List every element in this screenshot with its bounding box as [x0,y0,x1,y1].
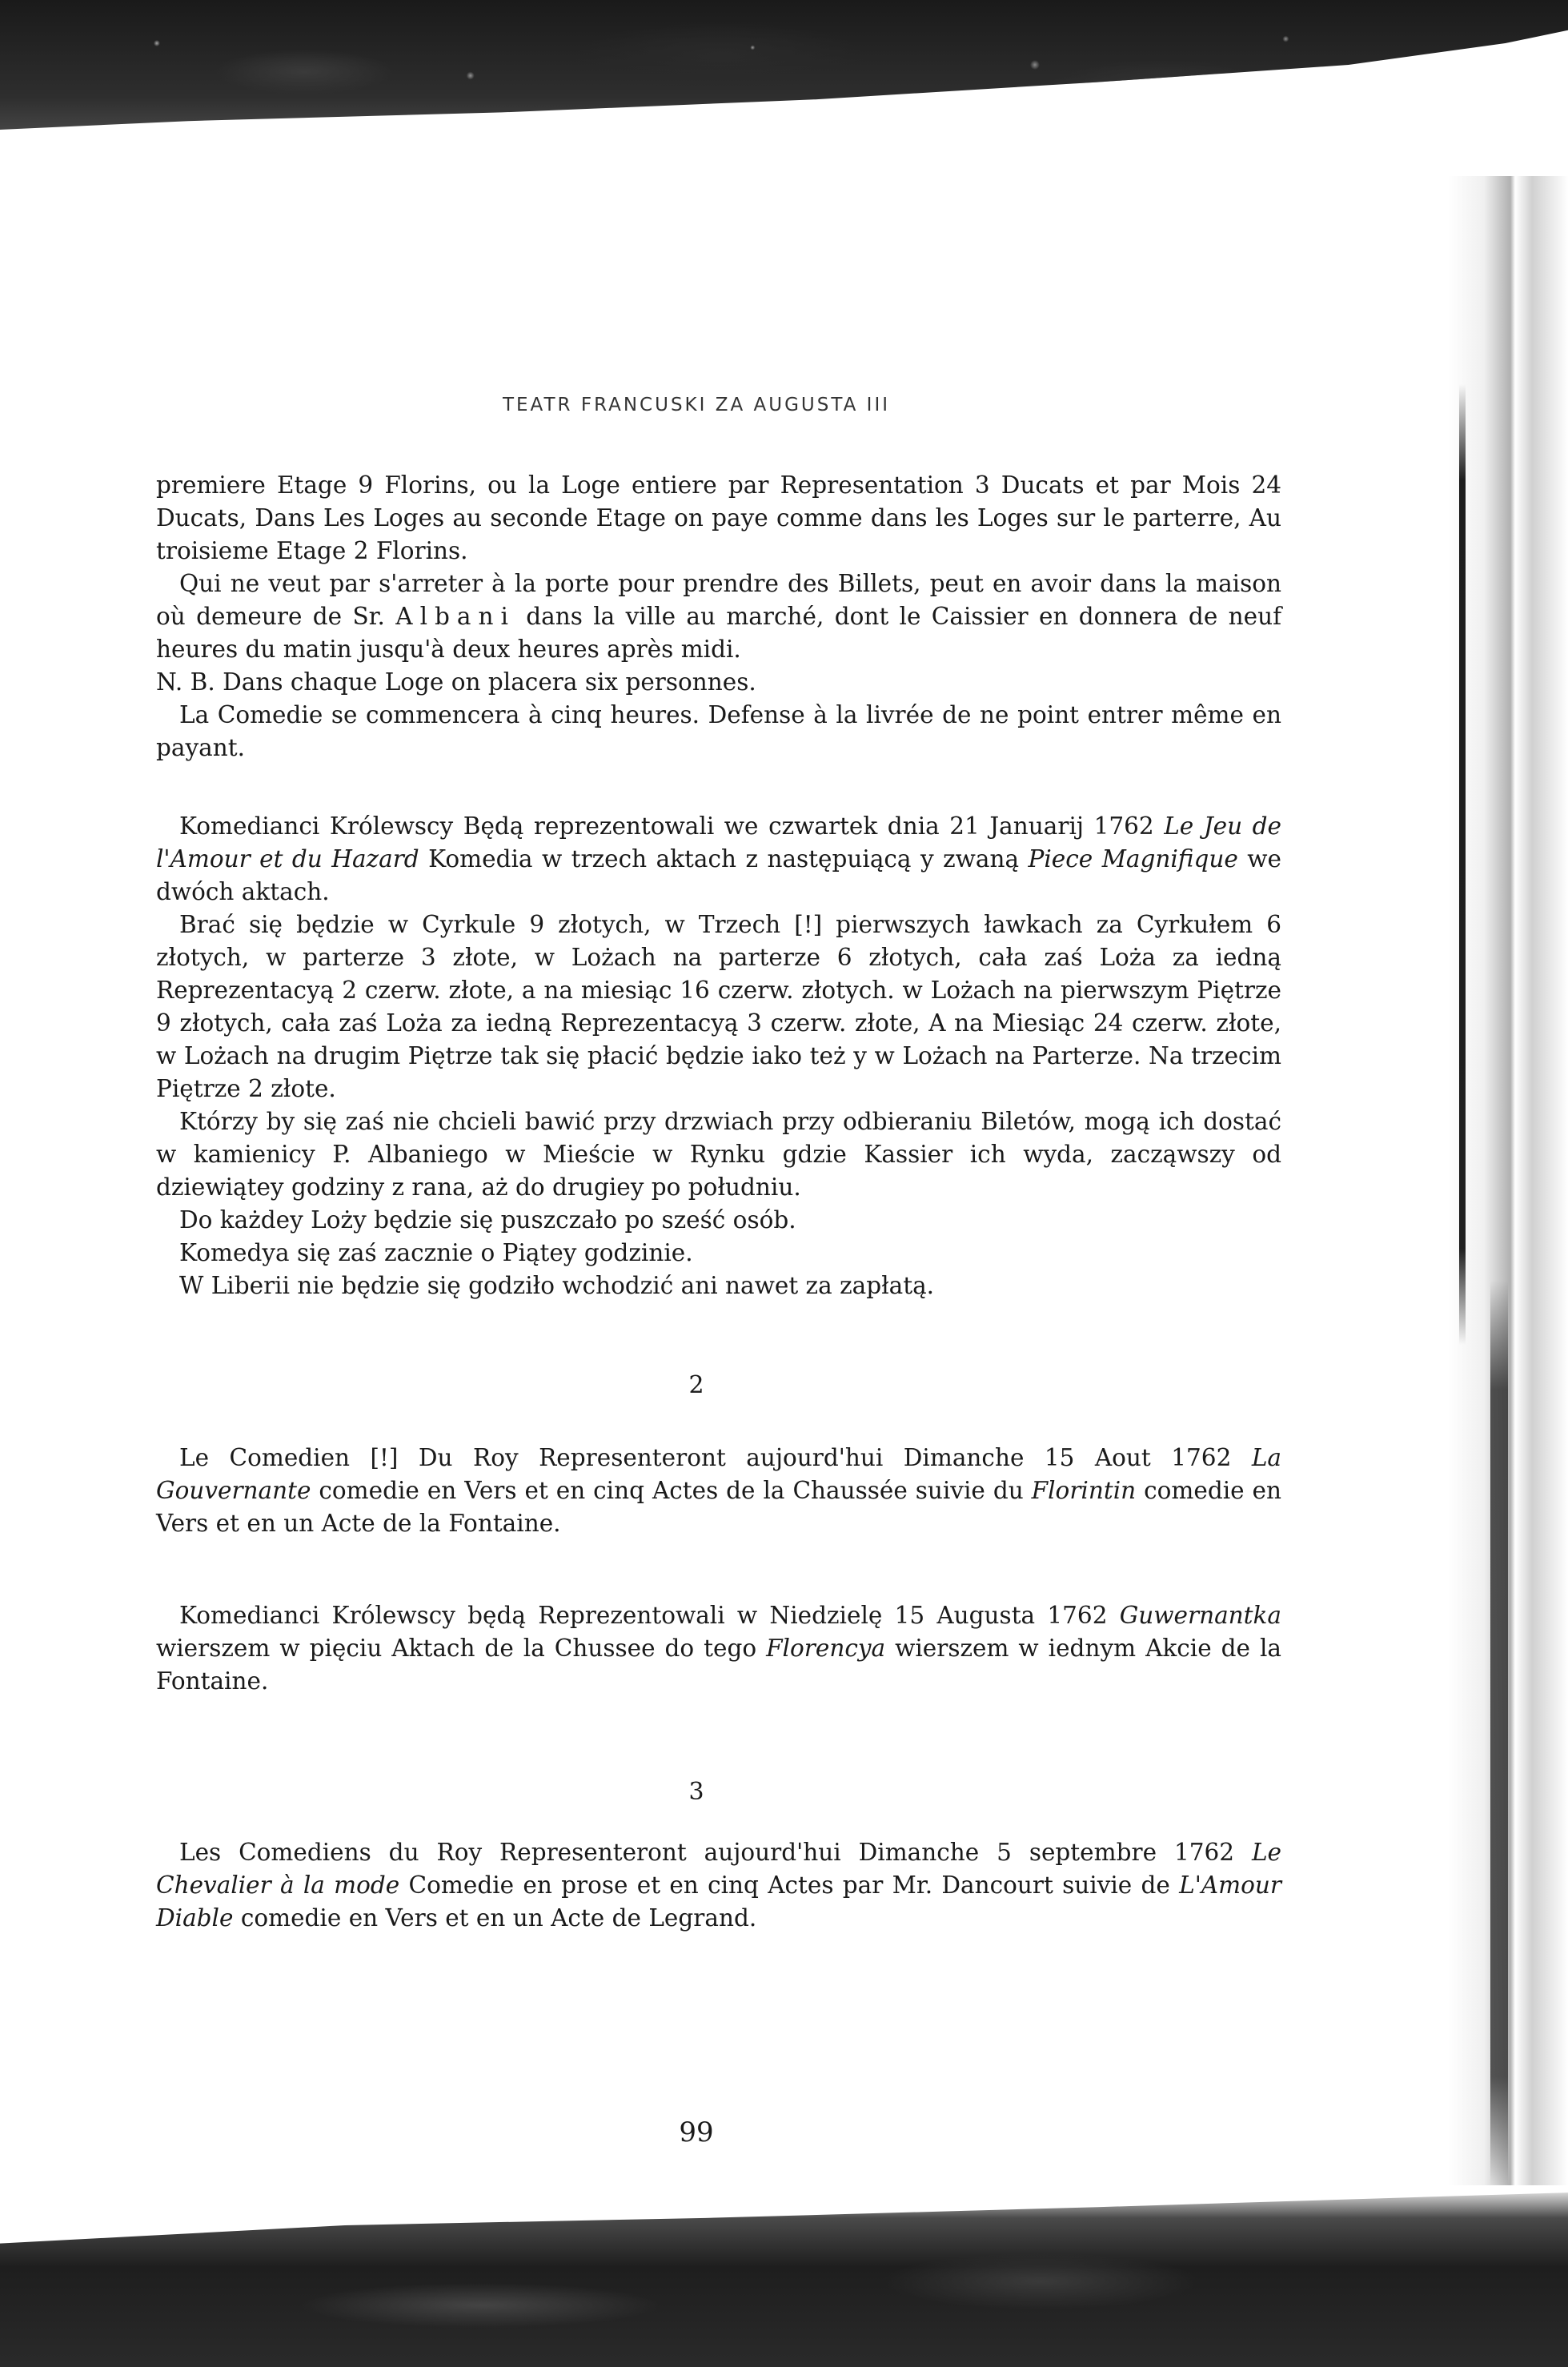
paragraph [156,1599,1281,1698]
paragraph [156,1442,1281,1540]
text-run: Qui ne veut par s'arreter à la porte pour prendre des Billets, peut en avoir dans la maison où demeure de Sr. [156,570,1281,630]
running-header: TEATR FRANCUSKI ZA AUGUSTA III [502,395,891,415]
scan-bottom-border [0,2185,1568,2367]
paragraph: Brać się będzie w Cyrkule 9 złotych, w Trzech [!] pierwszych ławkach za Cyrkułem 6 złotych, w parterze 3 złote, w Lożach na parterze 6 złotych, cała zaś Loża za iedną Reprezentacyą 2 czerw. złote, a na miesiąc 16 czerw. złotych. w Lożach na pierwszym Piętrze 9 złotych, cała zaś Loża za iedną Reprezentacyą 3 czerw. złote, A na Miesiąc 24 czerw. złote, w Lożach na drugim Piętrze tak się płacić będzie iako też y w Lożach na Parterze. Na trzecim Piętrze 2 złote. [156,911,1281,1102]
section-2-french-text [156,1442,1281,1540]
play-title: Florintin [1031,1477,1137,1504]
text-run: comedie en Vers et en un Acte de la Fontaine. [156,1477,1282,1537]
play-title: Le Jeu de l'Amour et du Hazard [156,812,1281,873]
paragraph: La Comedie se commencera à cinq heures. Defense à la livrée de ne point entrer même en payant. [156,701,1281,761]
play-title: Florencya [766,1635,886,1662]
play-title: Piece Magnifique [1028,845,1238,873]
spaced-name: Albani [395,603,515,630]
scan-right-shadow-line-lower [1490,1281,1508,2185]
section-3-french-text [156,1836,1281,1935]
paragraph [156,568,1281,666]
paragraph: N. B. Dans chaque Loge on placera six personnes. [156,668,756,696]
paragraph: Do każdey Loży będzie się puszczało po sześć osób. [179,1206,796,1234]
paragraph [156,810,1281,909]
paragraph: premiere Etage 9 Florins, ou la Loge entiere par Representation 3 Ducats et par Mois 24 Ducats, Dans Les Loges au seconde Etage on paye comme dans les Loges sur le parterre, Au troisieme Etage 2 Florins. [156,471,1281,564]
text-run: dans la ville au marché, dont le Caissier en donnera de neuf heures du matin jusqu'à deux heures après midi. [156,603,1282,663]
text-run: comedie en Vers et en un Acte de Legrand. [233,1904,757,1932]
text-run: wierszem w pięciu Aktach de la Chussee do tego [156,1635,767,1662]
section-number: 3 [688,1778,704,1806]
text-run: Le Comedien [!] Du Roy Representeront aujourd'hui Dimanche 15 Aout 1762 [179,1444,1252,1471]
text-run: comedie en Vers et en cinq Actes de la Chaussée suivie du [311,1477,1032,1504]
section-1-polish-text [156,810,1281,1302]
text-run: wierszem w iednym Akcie de la Fontaine. [156,1635,1281,1695]
play-title: L'Amour Diable [156,1872,1282,1932]
text-run: Komedianci Królewscy będą Reprezentowali w Niedzielę 15 Augusta 1762 [179,1602,1120,1629]
scan-right-border [1448,176,1568,2185]
paragraph: Którzy by się zaś nie chcieli bawić przy drzwiach przy odbieraniu Biletów, mogą ich dostać w kamienicy P. Albaniego w Mieście w Rynku gdzie Kassier ich wyda, zacząwszy od dziewiątey godziny z rana, aż do drugiey po południu. [156,1108,1281,1201]
text-run: Comedie en prose et en cinq Actes par Mr. Dancourt suivie de [399,1872,1180,1899]
play-title: La Gouvernante [156,1444,1281,1504]
text-run: Les Comediens du Roy Representeront aujourd'hui Dimanche 5 septembre 1762 [179,1839,1252,1866]
section-number: 2 [688,1371,704,1399]
scan-top-specks [0,0,1568,216]
paragraph: Komedya się zaś zacznie o Piątey godzinie. [179,1239,693,1266]
page-number: 99 [679,2116,714,2148]
paragraph [156,1836,1281,1935]
paragraph: W Liberii nie będzie się godziło wchodzić ani nawet za zapłatą. [179,1272,935,1299]
section-2-polish-text [156,1599,1281,1698]
text-run: Komedianci Królewscy Będą reprezentowali we czwartek dnia 21 Januarij 1762 [179,812,1165,840]
play-title: Le Chevalier à la mode [156,1839,1281,1899]
text-run: Komedia w trzech aktach z następuiącą y zwaną [419,845,1029,873]
section-1-french-text [156,469,1281,764]
text-run: we dwóch aktach. [156,845,1281,905]
scan-right-shadow-line [1459,384,1466,1345]
play-title: Guwernantka [1119,1602,1281,1629]
